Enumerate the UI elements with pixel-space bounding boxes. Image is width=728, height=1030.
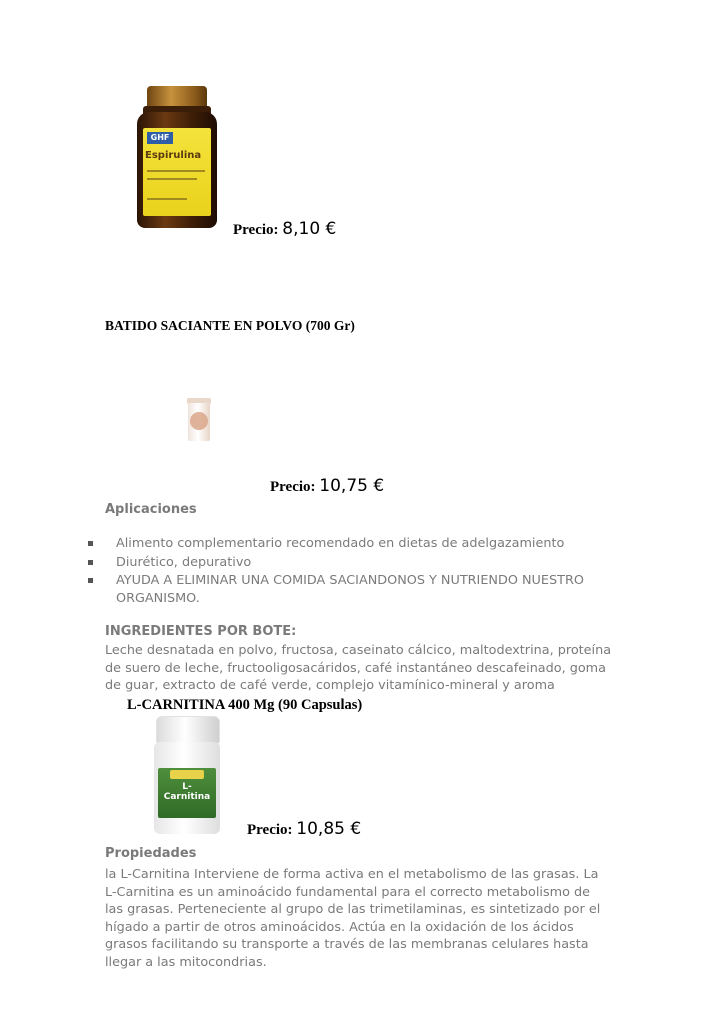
espirulina-jar-icon [133, 86, 221, 230]
bullet-square-icon [88, 578, 93, 583]
l-carnitina-jar-icon [152, 716, 222, 836]
applications-heading: Aplicaciones [105, 502, 197, 517]
price-batido [270, 476, 384, 496]
price-espirulina [233, 219, 336, 239]
applications-list [116, 535, 616, 608]
batido-tub-icon [187, 398, 211, 442]
price-label: Precio: [270, 479, 316, 495]
ingredients-heading: INGREDIENTES POR BOTE: [105, 624, 297, 639]
espirulina-brand: GHF [147, 132, 173, 144]
price-l-carnitina [247, 819, 361, 839]
price-label: Precio: [247, 822, 293, 838]
list-item: AYUDA A ELIMINAR UNA COMIDA SACIANDONOS Y NUTRIENDO NUESTRO ORGANISMO. [116, 572, 616, 607]
product-title-batido: BATIDO SACIANTE EN POLVO (700 Gr) [105, 318, 355, 333]
properties-heading: Propiedades [105, 846, 197, 861]
price-label: Precio: [233, 222, 279, 238]
price-value: 10,85 € [296, 819, 362, 839]
list-item: Alimento complementario recomendado en dietas de adelgazamiento [116, 535, 616, 553]
product-title-l-carnitina: L-CARNITINA 400 Mg (90 Capsulas) [127, 697, 363, 713]
list-item: Diurético, depurativo [116, 554, 616, 572]
ingredients-text: Leche desnatada en polvo, fructosa, caseinato cálcico, maltodextrina, proteína de suero de leche, fructooligosacáridos, café instantáneo descafeinado, goma de guar, extracto de café verde, complejo vitamínico-mineral y aroma [105, 643, 612, 693]
price-value: 10,75 € [319, 476, 385, 496]
price-value: 8,10 € [282, 219, 337, 239]
espirulina-label: Espirulina [145, 150, 202, 161]
l-carnitina-label: L-Carnitina [163, 782, 211, 802]
properties-text: la L-Carnitina Interviene de forma activa en el metabolismo de las grasas. La L-Carnitina es un aminoácido fundamental para el correcto metabolismo de las grasas. Perteneciente al grupo de las trimetilaminas, es sintetizado por el hígado a partir de otros aminoácidos. Actúa en la oxidación de los ácidos grasos facilitando su transporte a través de las membranas celulares hasta llegar a las mitocondrias. [105, 867, 601, 970]
bullet-square-icon [88, 541, 93, 546]
bullet-square-icon [88, 560, 93, 565]
